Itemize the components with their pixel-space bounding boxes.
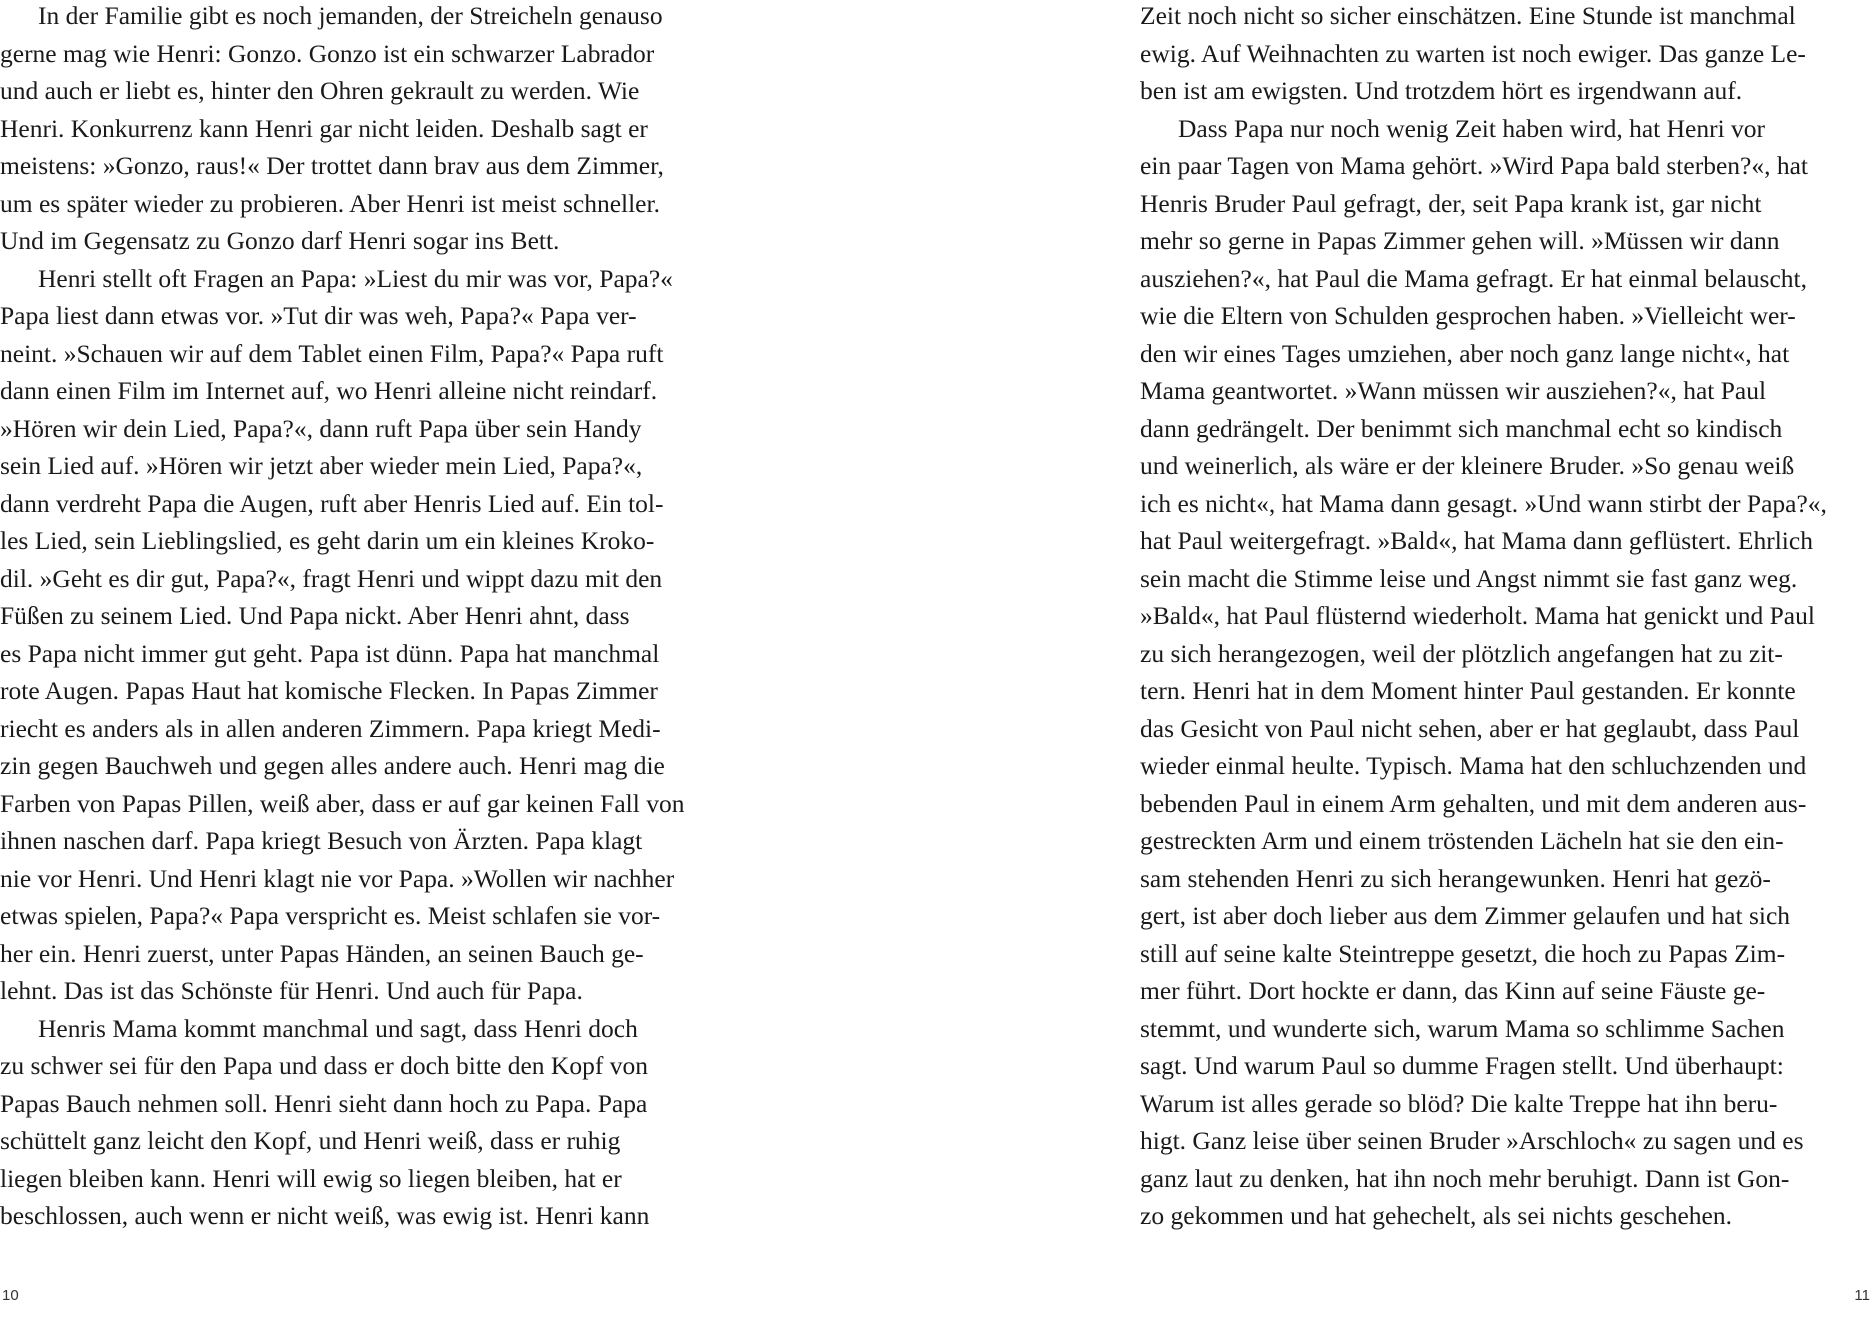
text-line: Und im Gegensatz zu Gonzo darf Henri sogar ins Bett.: [0, 226, 560, 255]
text-line: sagt. Und warum Paul so dumme Fragen stellt. Und überhaupt:: [1140, 1051, 1784, 1080]
text-line: Mama geantwortet. »Wann müssen wir ausziehen?«, hat Paul: [1140, 376, 1767, 405]
right-page-text: [1140, 0, 1827, 1235]
text-line: Farben von Papas Pillen, weiß aber, dass er auf gar keinen Fall von: [0, 788, 685, 818]
left-page-text: [0, 0, 685, 1235]
text-line: gerne mag wie Henri: Gonzo. Gonzo ist ein schwarzer Labrador: [0, 38, 655, 68]
text-line: Papa liest dann etwas vor. »Tut dir was weh, Papa?« Papa ver-: [0, 301, 637, 330]
text-line: tern. Henri hat in dem Moment hinter Paul gestanden. Er konnte: [1140, 676, 1796, 705]
text-line: Henri stellt oft Fragen an Papa: »Liest du mir was vor, Papa?«: [38, 263, 673, 293]
text-line: Henris Mama kommt manchmal und sagt, dass Henri doch: [38, 1013, 638, 1043]
text-line: higt. Ganz leise über seinen Bruder »Arschloch« zu sagen und es: [1140, 1126, 1804, 1155]
text-line: Füßen zu seinem Lied. Und Papa nickt. Aber Henri ahnt, dass: [0, 601, 630, 630]
text-line: Zeit noch nicht so sicher einschätzen. Eine Stunde ist manchmal: [1140, 1, 1796, 30]
text-line: ein paar Tagen von Mama gehört. »Wird Papa bald sterben?«, hat: [1140, 151, 1808, 180]
text-line: lehnt. Das ist das Schönste für Henri. Und auch für Papa.: [0, 976, 583, 1005]
text-line: ihnen naschen darf. Papa kriegt Besuch von Ärzten. Papa klagt: [0, 826, 643, 855]
text-line: wieder einmal heulte. Typisch. Mama hat den schluchzenden und: [1140, 751, 1807, 780]
text-line: dann gedrängelt. Der benimmt sich manchmal echt so kindisch: [1140, 413, 1783, 443]
text-line: wie die Eltern von Schulden gesprochen haben. »Vielleicht wer-: [1140, 301, 1796, 330]
text-line: In der Familie gibt es noch jemanden, der Streicheln genauso: [38, 1, 663, 30]
text-line: gert, ist aber doch lieber aus dem Zimmer gelaufen und hat sich: [1140, 901, 1791, 930]
text-line: dann verdreht Papa die Augen, ruft aber Henris Lied auf. Ein tol-: [0, 488, 664, 518]
text-line: etwas spielen, Papa?« Papa verspricht es. Meist schlafen sie vor-: [0, 901, 661, 930]
text-line: liegen bleiben kann. Henri will ewig so liegen bleiben, hat er: [0, 1163, 622, 1193]
text-line: les Lied, sein Lieblingslied, es geht darin um ein kleines Kroko-: [0, 526, 655, 555]
text-line: rote Augen. Papas Haut hat komische Flecken. In Papas Zimmer: [0, 676, 658, 705]
text-line: riecht es anders als in allen anderen Zimmern. Papa kriegt Medi-: [0, 713, 661, 743]
text-line: um es später wieder zu probieren. Aber Henri ist meist schneller.: [0, 188, 660, 218]
text-line: Henris Bruder Paul gefragt, der, seit Papa krank ist, gar nicht: [1140, 188, 1762, 218]
left-page: [0, 0, 740, 1320]
text-line: mer führt. Dort hockte er dann, das Kinn auf seine Fäuste ge-: [1140, 976, 1766, 1005]
text-line: und auch er liebt es, hinter den Ohren gekrault zu werden. Wie: [0, 76, 640, 105]
text-line: »Hören wir dein Lied, Papa?«, dann ruft Papa über sein Handy: [0, 413, 642, 443]
text-line: bebenden Paul in einem Arm gehalten, und mit dem anderen aus-: [1140, 788, 1807, 818]
text-line: ganz laut zu denken, hat ihn noch mehr beruhigt. Dann ist Gon-: [1140, 1163, 1790, 1193]
text-line: und weinerlich, als wäre er der kleinere Bruder. »So genau weiß: [1140, 451, 1795, 480]
text-line: meistens: »Gonzo, raus!« Der trottet dann brav aus dem Zimmer,: [0, 151, 664, 180]
text-line: ben ist am ewigsten. Und trotzdem hört es irgendwann auf.: [1140, 76, 1743, 105]
text-line: sein Lied auf. »Hören wir jetzt aber wieder mein Lied, Papa?«,: [0, 451, 643, 480]
page-number-left: 10: [2, 1287, 19, 1304]
text-line: Dass Papa nur noch wenig Zeit haben wird, hat Henri vor: [1178, 113, 1766, 143]
text-line: mehr so gerne in Papas Zimmer gehen will. »Müssen wir dann: [1140, 226, 1780, 255]
text-line: hat Paul weitergefragt. »Bald«, hat Mama dann geflüstert. Ehrlich: [1140, 526, 1813, 555]
text-line: dann einen Film im Internet auf, wo Henri alleine nicht reindarf.: [0, 376, 658, 405]
text-line: Henri. Konkurrenz kann Henri gar nicht leiden. Deshalb sagt er: [0, 113, 648, 143]
text-line: dil. »Geht es dir gut, Papa?«, fragt Henri und wippt dazu mit den: [0, 563, 663, 593]
text-line: ausziehen?«, hat Paul die Mama gefragt. Er hat einmal belauscht,: [1140, 263, 1807, 293]
page-number-right: 11: [1854, 1287, 1870, 1304]
text-line: zu sich herangezogen, weil der plötzlich angefangen hat zu zit-: [1140, 638, 1783, 668]
text-line: neint. »Schauen wir auf dem Tablet einen Film, Papa?« Papa ruft: [0, 338, 664, 368]
text-line: zo gekommen und hat gehechelt, als sei nichts geschehen.: [1140, 1201, 1732, 1230]
right-page: [1140, 0, 1872, 1320]
text-line: »Bald«, hat Paul flüsternd wiederholt. Mama hat genickt und Paul: [1140, 601, 1815, 630]
text-line: das Gesicht von Paul nicht sehen, aber er hat geglaubt, dass Paul: [1140, 713, 1800, 743]
text-line: still auf seine kalte Steintreppe gesetzt, die hoch zu Papas Zim-: [1140, 938, 1786, 968]
text-line: Warum ist alles gerade so blöd? Die kalte Treppe hat ihn beru-: [1140, 1088, 1778, 1118]
text-line: her ein. Henri zuerst, unter Papas Händen, an seinen Bauch ge-: [0, 938, 644, 968]
text-line: nie vor Henri. Und Henri klagt nie vor Papa. »Wollen wir nachher: [0, 863, 675, 893]
text-line: schüttelt ganz leicht den Kopf, und Henri weiß, dass er ruhig: [0, 1126, 621, 1155]
text-line: es Papa nicht immer gut geht. Papa ist dünn. Papa hat manchmal: [0, 638, 660, 668]
text-line: den wir eines Tages umziehen, aber noch ganz lange nicht«, hat: [1140, 338, 1790, 368]
text-line: stemmt, und wunderte sich, warum Mama so schlimme Sachen: [1140, 1013, 1785, 1043]
text-line: sam stehenden Henri zu sich herangewunken. Henri hat gezö-: [1140, 863, 1771, 893]
text-line: zu schwer sei für den Papa und dass er doch bitte den Kopf von: [0, 1051, 648, 1080]
text-line: beschlossen, auch wenn er nicht weiß, was ewig ist. Henri kann: [0, 1201, 650, 1230]
text-line: sein macht die Stimme leise und Angst nimmt sie fast ganz weg.: [1140, 563, 1798, 593]
text-line: gestreckten Arm und einem tröstenden Lächeln hat sie den ein-: [1140, 826, 1784, 855]
text-line: zin gegen Bauchweh und gegen alles andere auch. Henri mag die: [0, 751, 665, 780]
text-line: Papas Bauch nehmen soll. Henri sieht dann hoch zu Papa. Papa: [0, 1088, 648, 1118]
text-line: ich es nicht«, hat Mama dann gesagt. »Und wann stirbt der Papa?«,: [1140, 488, 1827, 518]
text-line: ewig. Auf Weihnachten zu warten ist noch ewiger. Das ganze Le-: [1140, 38, 1806, 68]
